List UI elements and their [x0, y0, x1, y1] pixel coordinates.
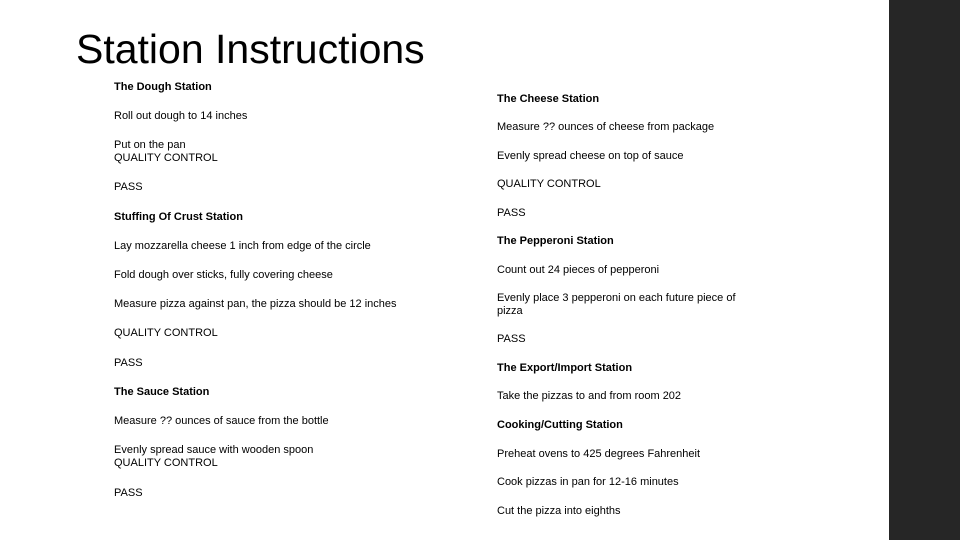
right-line: The Export/Import Station [497, 362, 633, 374]
right-line: Measure ?? ounces of cheese from package [497, 121, 715, 133]
right-line: PASS [497, 333, 526, 345]
right-line: Evenly place 3 pepperoni on each future piece of [497, 292, 736, 304]
left-line: Measure pizza against pan, the pizza should be 12 inches [114, 298, 397, 310]
right-line: PASS [497, 207, 526, 219]
left-line: The Sauce Station [114, 386, 210, 398]
left-line: Lay mozzarella cheese 1 inch from edge of the circle [114, 240, 371, 252]
right-line: Preheat ovens to 425 degrees Fahrenheit [497, 448, 701, 460]
left-line: QUALITY CONTROL [114, 152, 218, 164]
left-line: Evenly spread sauce with wooden spoon [114, 444, 314, 456]
left-line: PASS [114, 181, 143, 193]
left-line: PASS [114, 487, 143, 499]
left-line: Fold dough over sticks, fully covering cheese [114, 269, 333, 281]
right-line: The Pepperoni Station [497, 235, 614, 247]
right-line: Count out 24 pieces of pepperoni [497, 264, 660, 276]
left-line: QUALITY CONTROL [114, 327, 218, 339]
left-line: Stuffing Of Crust Station [114, 211, 243, 223]
right-line: Evenly spread cheese on top of sauce [497, 150, 684, 162]
left-line: PASS [114, 357, 143, 369]
right-line: Cooking/Cutting Station [497, 419, 623, 431]
right-line: Cook pizzas in pan for 12-16 minutes [497, 476, 679, 488]
left-line: Measure ?? ounces of sauce from the bottle [114, 415, 329, 427]
left-line: QUALITY CONTROL [114, 457, 218, 469]
dark-side-bar [889, 0, 960, 540]
right-line: Cut the pizza into eighths [497, 505, 621, 517]
left-line: Roll out dough to 14 inches [114, 110, 248, 122]
right-line: Take the pizzas to and from room 202 [497, 390, 682, 402]
right-line: The Cheese Station [497, 93, 600, 105]
right-line: pizza [497, 305, 523, 317]
right-line: QUALITY CONTROL [497, 178, 601, 190]
slide-title: Station Instructions [76, 26, 425, 72]
left-line: The Dough Station [114, 81, 212, 93]
left-line: Put on the pan [114, 139, 186, 151]
